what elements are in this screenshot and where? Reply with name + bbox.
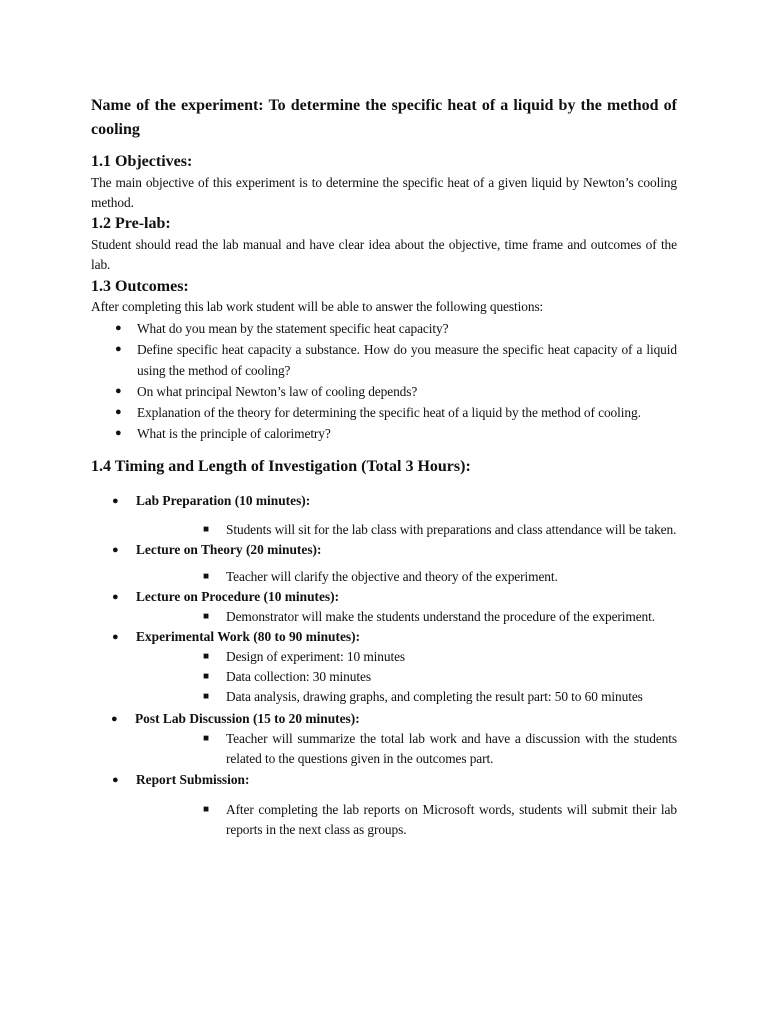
outcomes-intro: After completing this lab work student will be able to answer the following questions: [91,299,544,314]
bullet-icon: ● [112,591,119,603]
list-item: ■ After completing the lab reports on Microsoft words, students will submit their lab reports in the next class as groups. [203,802,677,837]
list-item: ● What do you mean by the statement specific heat capacity? [91,318,677,339]
list-item: ■ Design of experiment: 10 minutes [91,647,677,667]
list-item: ● Define specific heat capacity a substance. How do you measure the specific heat capacity of a liquid using the method of cooling? [91,339,677,381]
timing-item-lab-preparation: ● Lab Preparation (10 minutes): [91,491,677,511]
timing-item-post-lab: ● Post Lab Discussion (15 to 20 minutes): [91,709,677,729]
list-item: ■ Demonstrator will make the students understand the procedure of the experiment. [91,607,677,627]
bullet-icon: ● [112,495,119,507]
square-bullet-icon: ■ [203,804,209,815]
list-item: ■ Data analysis, drawing graphs, and completing the result part: 50 to 60 minutes [91,687,677,707]
square-bullet-icon: ■ [203,671,209,682]
bullet-icon: ● [115,406,122,418]
list-item: ● On what principal Newton’s law of cooling depends? [91,381,677,402]
outcomes-heading: 1.3 Outcomes: [91,278,189,295]
document-page [91,94,677,840]
bullet-icon: ● [112,774,119,786]
bullet-icon: ● [115,385,122,397]
prelab-text: Student should read the lab manual and have clear idea about the objective, time frame and outcomes of the lab. [91,237,677,272]
timing-heading: 1.4 Timing and Length of Investigation (Total 3 Hours): [91,458,471,475]
square-bullet-icon: ■ [203,733,209,744]
prelab-heading: 1.2 Pre-lab: [91,215,171,232]
list-item: ■ Teacher will clarify the objective and theory of the experiment. [91,567,677,587]
list-item: ■ Teacher will summarize the total lab work and have a discussion with the students related to the questions given in the outcomes part. [203,731,677,766]
timing-item-report-submission: ● Report Submission: [91,770,677,790]
square-bullet-icon: ■ [203,524,209,535]
timing-item-lecture-theory: ● Lecture on Theory (20 minutes): [91,540,677,560]
square-bullet-icon: ■ [203,651,209,662]
timing-list [91,491,677,840]
list-item: ● Explanation of the theory for determining the specific heat of a liquid by the method of cooling. [91,402,677,423]
bullet-icon: ● [115,322,122,334]
bullet-icon: ● [112,631,119,643]
bullet-icon: ● [115,427,122,439]
square-bullet-icon: ■ [203,691,209,702]
objectives-heading: 1.1 Objectives: [91,153,193,170]
bullet-icon: ● [111,713,118,725]
list-item: ■ Students will sit for the lab class with preparations and class attendance will be taken. [91,520,677,540]
square-bullet-icon: ■ [203,611,209,622]
square-bullet-icon: ■ [203,571,209,582]
timing-item-lecture-procedure: ● Lecture on Procedure (10 minutes): [91,587,677,607]
bullet-icon: ● [112,544,119,556]
experiment-title: Name of the experiment: To determine the specific heat of a liquid by the method of cooling [91,97,677,138]
list-item: ■ Data collection: 30 minutes [91,667,677,687]
objectives-text: The main objective of this experiment is to determine the specific heat of a given liquid by Newton’s cooling method. [91,175,677,210]
list-item: ● What is the principle of calorimetry? [91,423,677,444]
bullet-icon: ● [115,343,122,355]
outcomes-list [91,318,677,444]
timing-item-experimental-work: ● Experimental Work (80 to 90 minutes): [91,627,677,647]
